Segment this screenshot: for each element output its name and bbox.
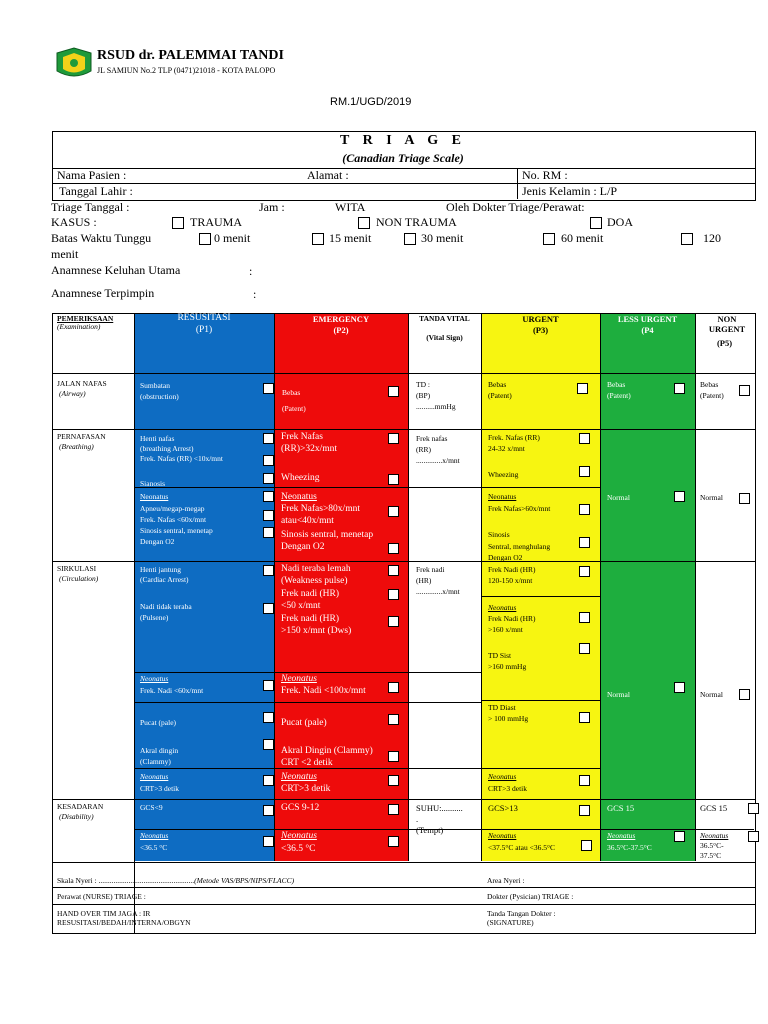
divider — [134, 672, 481, 673]
vital-temp: (Tempt) — [416, 825, 444, 835]
wait-15-label: 15 menit — [329, 231, 372, 245]
p2-circulation-text: <50 x/mnt — [281, 601, 321, 611]
p3-circulation-checkbox[interactable] — [579, 775, 590, 786]
p3-breathing-checkbox[interactable] — [579, 466, 590, 477]
divider — [695, 313, 696, 861]
p2-circulation-text: Neonatus — [281, 772, 317, 782]
divider — [52, 904, 756, 905]
handover-units: RESUSITASI/BEDAH/INTERNA/OBGYN — [57, 918, 191, 927]
vital-bp-input[interactable]: ..........mmHg — [416, 402, 456, 411]
handover-field[interactable]: HAND OVER TIM JAGA : IR — [57, 909, 151, 918]
p2-breathing-text: atau<40x/mnt — [281, 516, 334, 526]
p2-airway-text: Bebas — [282, 388, 301, 397]
p2-airway-text: (Patent) — [282, 404, 306, 413]
p1-breathing-text: Frek. Nafas (RR) <10x/mnt — [140, 454, 223, 463]
wait-15-checkbox[interactable] — [312, 233, 324, 245]
p1-breathing-checkbox[interactable] — [263, 510, 274, 521]
p1-circulation-text: Akral dingin — [140, 746, 179, 755]
col-header-p4-code: (P4 — [641, 325, 654, 335]
wait-time-label: Batas Waktu Tunggu — [51, 231, 152, 245]
p2-circulation-text: >150 x/mnt (Dws) — [281, 626, 352, 636]
p4-airway-checkbox[interactable] — [674, 383, 685, 394]
p3-circulation-text: > 100 mmHg — [488, 714, 529, 723]
p1-circulation-text: CRT>3 detik — [140, 784, 179, 793]
p3-airway-text: (Patent) — [488, 391, 512, 400]
vital-hr: (HR) — [416, 576, 432, 585]
p2-circulation-text: CRT <2 detik — [281, 758, 333, 768]
divider — [408, 313, 409, 861]
row-label-disability: KESADARAN — [57, 802, 104, 811]
p2-breathing-checkbox[interactable] — [388, 543, 399, 554]
p2-circulation-text: Pucat (pale) — [281, 718, 327, 728]
col-header-p2-code: (P2) — [333, 325, 349, 335]
p1-breathing-checkbox[interactable] — [263, 491, 274, 502]
p2-breathing-text: Dengan O2 — [281, 542, 325, 552]
p1-circulation-text: Pucat (pale) — [140, 718, 177, 727]
p2-disability-text: GCS 9-12 — [281, 803, 320, 813]
p4-airway-text: (Patent) — [607, 391, 631, 400]
p1-disability-checkbox[interactable] — [263, 805, 274, 816]
p1-circulation-checkbox[interactable] — [263, 739, 274, 750]
col-header-examination: PEMERIKSAAN — [57, 314, 114, 323]
col-header-p3: URGENT — [522, 314, 559, 324]
wait-60-label: 60 menit — [561, 231, 604, 245]
p2-breathing-text: Frek Nafas>80x/mnt — [281, 504, 360, 514]
p3-disability-checkbox[interactable] — [581, 840, 592, 851]
p3-circulation-checkbox[interactable] — [579, 566, 590, 577]
p5-disability-checkbox[interactable] — [748, 803, 759, 814]
row-label-circulation: SIRKULASI — [57, 564, 97, 573]
row-label-breathing: PERNAFASAN — [57, 432, 106, 441]
p5-airway-text: (Patent) — [700, 391, 724, 400]
doa-checkbox[interactable] — [590, 217, 602, 229]
p1-circulation-checkbox[interactable] — [263, 775, 274, 786]
p3-breathing-text: 24-32 x/mnt — [488, 444, 525, 453]
col-header-p5: NON URGENT — [708, 314, 746, 334]
p3-disability-text: Neonatus — [488, 831, 517, 840]
p4-circulation-checkbox[interactable] — [674, 682, 685, 693]
p3-breathing-text: Frek. Nafas (RR) — [488, 433, 540, 442]
p1-airway-text: (obstruction) — [140, 392, 179, 401]
p1-circulation-text: Frek. Nadi <60x/mnt — [140, 686, 204, 695]
hospital-logo — [54, 47, 94, 81]
divider — [481, 700, 600, 701]
divider — [52, 429, 756, 430]
p3-circulation-text: Neonatus — [488, 772, 517, 781]
p3-breathing-text: Sentral, menghulang — [488, 542, 551, 551]
document-number: RM.1/UGD/2019 — [330, 96, 412, 108]
p5-disability-text: GCS 15 — [700, 803, 728, 813]
p3-circulation-checkbox[interactable] — [579, 612, 590, 623]
p4-disability-checkbox[interactable] — [674, 831, 685, 842]
p3-circulation-text: TD Sist — [488, 651, 512, 660]
triage-officer-field[interactable]: Oleh Dokter Triage/Perawat: — [446, 200, 585, 214]
doctor-field[interactable]: Dokter (Pysician) TRIAGE : — [487, 892, 574, 901]
trauma-checkbox[interactable] — [172, 217, 184, 229]
divider — [481, 596, 600, 597]
time-field[interactable]: Jam : — [259, 200, 285, 214]
p3-breathing-checkbox[interactable] — [579, 433, 590, 444]
divider — [481, 768, 600, 769]
p5-circulation-text: Normal — [700, 690, 723, 699]
p1-breathing-checkbox[interactable] — [263, 473, 274, 484]
p1-breathing-text: Sianosis — [140, 479, 166, 488]
divider — [134, 487, 481, 488]
triage-date-field[interactable]: Triage Tanggal : — [51, 200, 130, 214]
p4-breathing-checkbox[interactable] — [674, 491, 685, 502]
hospital-name: RSUD dr. PALEMMAI TANDI — [97, 48, 284, 63]
p3-breathing-checkbox[interactable] — [579, 537, 590, 548]
wait-60-checkbox[interactable] — [543, 233, 555, 245]
birth-date-field[interactable]: Tanggal Lahir : — [59, 184, 133, 198]
p5-airway-checkbox[interactable] — [739, 385, 750, 396]
vital-hr-input[interactable]: ..............x/mnt — [416, 587, 460, 596]
p1-breathing-text: Frek. Nafas <60x/mnt — [140, 515, 207, 524]
p2-disability-checkbox[interactable] — [388, 804, 399, 815]
p1-circulation-checkbox[interactable] — [263, 603, 274, 614]
p3-breathing-checkbox[interactable] — [579, 504, 590, 515]
col-header-p1-code: (P1) — [195, 325, 213, 335]
nurse-field[interactable]: Perawat (NURSE) TRIAGE : — [57, 892, 146, 901]
divider — [52, 799, 756, 800]
p2-circulation-text: Frek nadi (HR) — [281, 614, 340, 624]
p2-breathing-text: Neonatus — [281, 492, 317, 502]
divider — [52, 561, 756, 562]
p2-circulation-checkbox[interactable] — [388, 714, 399, 725]
p2-circulation-checkbox[interactable] — [388, 616, 399, 627]
p3-circulation-text: Frek Nadi (HR) — [488, 565, 536, 574]
p1-breathing-checkbox[interactable] — [263, 433, 274, 444]
col-header-p3-code: (P3) — [532, 325, 549, 335]
p3-breathing-text: Wheezing — [488, 470, 519, 479]
p1-circulation-checkbox[interactable] — [263, 680, 274, 691]
p2-circulation-checkbox[interactable] — [388, 589, 399, 600]
wait-120-label: 120 — [703, 231, 721, 245]
p3-airway-text: Bebas — [488, 380, 507, 389]
p5-disability-text: Neonatus — [700, 831, 729, 840]
row-label-airway: JALAN NAFAS — [57, 379, 107, 388]
p1-circulation-text: (Pulsene) — [140, 613, 169, 622]
p4-breathing-text: Normal — [607, 493, 630, 502]
row-label-circulation-en: (Circulation) — [59, 574, 99, 583]
vital-rr: (RR) — [416, 445, 431, 454]
p1-breathing-text: Apneu/megap-megap — [140, 504, 205, 513]
signature-field[interactable]: Tanda Tangan Dokter : — [487, 909, 556, 918]
p1-breathing-text: Henti nafas — [140, 434, 175, 443]
col-header-p5-code: (P5) — [716, 338, 733, 348]
p2-circulation-checkbox[interactable] — [388, 775, 399, 786]
vital-rr-input[interactable]: ..............x/mnt — [416, 456, 460, 465]
wait-unit-label: menit — [51, 247, 79, 261]
p1-disability-text: Neonatus — [140, 831, 169, 840]
p2-circulation-text: Akral Dingin (Clammy) — [281, 746, 373, 756]
p2-circulation-text: CRT>3 detik — [281, 784, 331, 794]
p3-circulation-text: TD Diast — [488, 703, 516, 712]
divider — [481, 829, 754, 830]
p1-breathing-text: Sinosis sentral, menetap — [140, 526, 213, 535]
col-header-p4: LESS URGENT — [617, 314, 678, 324]
p1-circulation-text: Neonatus — [140, 772, 169, 781]
p5-disability-text: 36.5°C- — [700, 841, 724, 850]
divider — [600, 313, 601, 861]
vital-bp: TD : — [416, 380, 430, 389]
signature-label: (SIGNATURE) — [487, 918, 534, 927]
p2-disability-text: <36.5 °C — [281, 844, 316, 854]
colon: : — [249, 264, 253, 278]
divider — [274, 313, 275, 861]
p4-disability-text: GCS 15 — [607, 803, 635, 813]
p3-breathing-text: Dengan O2 — [488, 553, 523, 562]
p1-circulation-text: (Clammy) — [140, 757, 171, 766]
p5-airway-text: Bebas — [700, 380, 719, 389]
p2-circulation-text: Frek nadi (HR) — [281, 589, 340, 599]
timezone-label: WITA — [335, 200, 366, 214]
form-title: T R I A G E — [340, 133, 466, 148]
guided-anamnesis-label: Anamnese Terpimpin — [51, 286, 155, 300]
p5-circulation-checkbox[interactable] — [739, 689, 750, 700]
p4-circulation-text: Normal — [607, 690, 630, 699]
p3-airway-checkbox[interactable] — [577, 383, 588, 394]
p1-airway-text: Sumbatan — [140, 381, 170, 390]
p3-disability-checkbox[interactable] — [579, 805, 590, 816]
p1-circulation-text: Henti jantung — [140, 565, 182, 574]
non-trauma-checkbox[interactable] — [358, 217, 370, 229]
vital-hr: Frek nadi — [416, 565, 445, 574]
p2-circulation-text: Neonatus — [281, 674, 317, 684]
p1-airway-checkbox[interactable] — [263, 383, 274, 394]
p3-circulation-text: Frek Nadi (HR) — [488, 614, 536, 623]
p5-breathing-checkbox[interactable] — [739, 493, 750, 504]
col-header-p2: EMERGENCY — [312, 314, 370, 324]
p1-circulation-checkbox[interactable] — [263, 712, 274, 723]
p2-breathing-text: Frek Nafas — [281, 432, 323, 442]
divider — [134, 702, 481, 703]
p1-breathing-checkbox[interactable] — [263, 455, 274, 466]
p2-breathing-checkbox[interactable] — [388, 433, 399, 444]
wait-0-label: 0 menit — [214, 231, 251, 245]
row-label-disability-en: (Disability) — [59, 812, 94, 821]
divider — [481, 487, 600, 488]
hospital-address: JL SAMIUN No.2 TLP (0471)21018 - KOTA PALOPO — [97, 66, 276, 75]
p1-circulation-text: Nadi tidak teraba — [140, 602, 192, 611]
p3-breathing-text: Neonatus — [488, 492, 517, 501]
p5-disability-text: 37.5°C — [700, 851, 722, 860]
patient-name-field[interactable]: Nama Pasien : — [57, 168, 127, 182]
chief-complaint-label: Anamnese Keluhan Utama — [51, 263, 181, 277]
p2-breathing-text: Sinosis sentral, menetap — [281, 530, 374, 540]
form-subtitle: (Canadian Triage Scale) — [342, 151, 464, 165]
p3-circulation-text: >160 mmHg — [488, 662, 527, 671]
wait-30-label: 30 menit — [421, 231, 464, 245]
p4-disability-text: 36.5°C-37.5°C — [607, 843, 652, 852]
row-label-breathing-en: (Breathing) — [59, 442, 94, 451]
p3-disability-text: <37.5°C atau <36.5°C — [488, 843, 555, 852]
divider — [517, 168, 518, 199]
non-trauma-label: NON TRAUMA — [376, 215, 457, 229]
address-field[interactable]: Alamat : — [307, 168, 349, 182]
wait-30-checkbox[interactable] — [404, 233, 416, 245]
pain-scale-field[interactable]: Skala Nyeri : ...................................................(Metode VAS/BPS/NIPS/FLACC) — [57, 876, 295, 885]
p5-breathing-text: Normal — [700, 493, 723, 502]
col-header-vital-en: (Vital Sign) — [426, 333, 463, 342]
trauma-label: TRAUMA — [190, 215, 243, 229]
wait-120-checkbox[interactable] — [681, 233, 693, 245]
divider — [134, 313, 135, 933]
p1-disability-text: GCS<9 — [140, 803, 163, 812]
p2-circulation-checkbox[interactable] — [388, 682, 399, 693]
col-header-examination-en: (Examination) — [57, 322, 101, 331]
p3-circulation-text: CRT>3 detik — [488, 784, 527, 793]
divider — [481, 313, 482, 861]
p1-circulation-checkbox[interactable] — [263, 565, 274, 576]
p1-disability-checkbox[interactable] — [263, 836, 274, 847]
vital-temp-input[interactable]: SUHU:.......... — [416, 803, 463, 813]
p2-circulation-checkbox[interactable] — [388, 565, 399, 576]
p3-breathing-text: Sinosis — [488, 530, 510, 539]
p2-breathing-checkbox[interactable] — [388, 474, 399, 485]
p2-disability-text: Neonatus — [281, 831, 317, 841]
p3-circulation-checkbox[interactable] — [579, 712, 590, 723]
p2-breathing-text: Wheezing — [281, 473, 320, 483]
p4-disability-text: Neonatus — [607, 831, 636, 840]
p1-breathing-text: (breathing Arrest) — [140, 444, 194, 453]
wait-0-checkbox[interactable] — [199, 233, 211, 245]
p2-circulation-text: Nadi teraba lemah — [281, 564, 351, 574]
p3-circulation-checkbox[interactable] — [579, 643, 590, 654]
p2-breathing-text: (RR)>32x/mnt — [281, 444, 338, 454]
p1-breathing-text: Dengan O2 — [140, 537, 175, 546]
p1-circulation-text: (Cardiac Arrest) — [140, 575, 189, 584]
p3-circulation-text: >160 x/mnt — [488, 625, 523, 634]
p1-breathing-text: Neonatus — [140, 492, 169, 501]
p1-circulation-text: Neonatus — [140, 674, 169, 683]
divider — [52, 373, 756, 374]
p2-circulation-text: Frek. Nadi <100x/mnt — [281, 686, 366, 696]
vital-rr: Frek nafas — [416, 434, 448, 443]
p2-circulation-checkbox[interactable] — [388, 751, 399, 762]
case-label: KASUS : — [51, 215, 97, 229]
p4-airway-text: Bebas — [607, 380, 626, 389]
p2-breathing-checkbox[interactable] — [388, 506, 399, 517]
p3-circulation-text: 120-150 x/mnt — [488, 576, 533, 585]
colon: : — [253, 287, 257, 301]
row-label-airway-en: (Airway) — [59, 389, 86, 398]
p2-disability-checkbox[interactable] — [388, 836, 399, 847]
p3-disability-text: GCS>13 — [488, 803, 518, 813]
doa-label: DOA — [607, 215, 633, 229]
vital-bp: (BP) — [416, 391, 431, 400]
divider — [52, 887, 756, 888]
divider — [52, 183, 756, 184]
pain-area-field[interactable]: Area Nyeri : — [487, 876, 525, 885]
rm-number-field[interactable]: No. RM : — [522, 168, 568, 182]
p2-circulation-text: (Weakness pulse) — [281, 576, 348, 586]
p5-disability-checkbox[interactable] — [748, 831, 759, 842]
col-header-vital: TANDA VITAL — [419, 314, 470, 323]
gender-field[interactable]: Jenis Kelamin : L/P — [522, 184, 617, 198]
p2-airway-checkbox[interactable] — [388, 386, 399, 397]
p3-circulation-text: Neonatus — [488, 603, 517, 612]
p1-disability-text: <36.5 °C — [140, 843, 168, 852]
col-header-p1: RESUSITASI — [177, 313, 231, 323]
vital-temp: . — [416, 814, 419, 824]
divider — [52, 168, 756, 169]
p1-breathing-checkbox[interactable] — [263, 527, 274, 538]
p3-breathing-text: Frek Nafas>60x/mnt — [488, 504, 551, 513]
